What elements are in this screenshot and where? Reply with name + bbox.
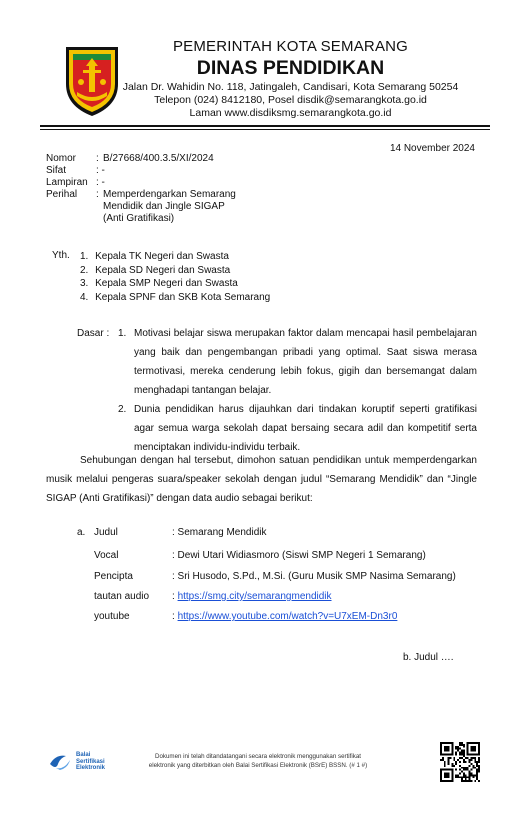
letter-date: 14 November 2024 [389,143,475,154]
lampiran-label: Lampiran [46,177,88,188]
recipient-list [80,250,270,305]
dasar-label: Dasar : [77,328,110,339]
recipient-item: 1. Kepala TK Negeri dan Swasta [80,251,229,262]
recipient-item: 2. Kepala SD Negeri dan Swasta [80,264,231,276]
dasar-item-2: Dunia pendidikan harus dijauhkan dari tindakan koruptif seperti gratifikasi agar semua warga sekolah dapat bersaing secara adil dan kompetitif serta menciptakan individu-individu terbaik. [134,404,477,453]
song-title-value: : Semarang Mendidik [172,527,267,538]
audio-row: : https://smg.city/semarangmendidik [172,591,332,602]
recipient-label: Yth. [52,250,70,261]
item-letter-a: a. [77,527,86,538]
vocal-label: Vocal [94,550,119,561]
nomor-colon: : [96,153,99,164]
header-rule [40,125,490,127]
sifat-value: : - [96,165,105,176]
composer-label: Pencipta [94,571,133,582]
audio-label: tautan audio [94,591,150,602]
agency-website: Laman www.disdiksmg.semarangkota.go.id [189,107,392,119]
recipient-item: 4. Kepala SPNF dan SKB Kota Semarang [80,292,271,304]
sifat-label: Sifat [46,165,67,176]
audio-link[interactable]: https://smg.city/semarangmendidik [177,591,332,602]
qr-code-icon [440,742,480,782]
esign-notice: Dokumen ini telah ditandatangani secara elektronik menggunakan sertifikat elektronik yang diterbitkan oleh Balai Sertifikasi Elektronik (BSrE) BSSN. (# 1 #) [148,753,368,769]
youtube-row: : https://www.youtube.com/watch?v=U7xEM-Dn3r0 [172,611,398,622]
continued-note: b. Judul …. [403,652,454,663]
gov-name: PEMERINTAH KOTA SEMARANG [172,38,409,55]
vocal-value: : Dewi Utari Widiasmoro (Siswi SMP Negeri 1 Semarang) [172,550,426,561]
agency-address: Jalan Dr. Wahidin No. 118, Jatingaleh, Candisari, Kota Semarang 50254 [122,81,459,93]
composer-value: : Sri Husodo, S.Pd., M.Si. (Guru Musik SMP Nasima Semarang) [172,571,456,582]
youtube-link[interactable]: https://www.youtube.com/watch?v=U7xEM-Dn3r0 [177,611,398,622]
nomor-label: Nomor [46,153,77,164]
perihal-line-1: Memperdengarkan Semarang [103,189,236,200]
song-title-label: Judul [94,527,118,538]
dasar-item-1: Motivasi belajar siswa merupakan faktor dalam mencapai hasil pembelajaran yang baik dan pengembangan pribadi yang optimal. Saat siswa merasa termotivasi, mereka cenderung lebih fokus, gigih dan bersemangat dalam menghadapi tantangan belajar. [134,328,477,396]
agency-phone: Telepon (024) 8412180, Posel disdik@semarangkota.go.id [154,94,427,106]
lampiran-value: : - [96,177,105,188]
perihal-colon: : [96,189,99,200]
agency-name: DINAS PENDIDIKAN [196,57,385,79]
youtube-label: youtube [94,611,130,622]
perihal-label: Perihal [46,189,78,200]
body-paragraph: Sehubungan dengan hal tersebut, dimohon satuan pendidikan untuk memperdengarkan musik melalui pengeras suara/speaker sekolah dengan judul “Semarang Mendidik” dan “Jingle SIGAP (Anti Gratifikasi)” dengan data audio sebagai berikut: [46,455,477,504]
bsre-logo-icon [48,752,74,772]
header-rule-thin [40,129,490,130]
perihal-line-3: (Anti Gratifikasi) [103,213,175,224]
nomor-value: B/27668/400.3.5/XI/2024 [103,153,214,164]
dasar-num-2: 2. [118,404,127,415]
dasar-num-1: 1. [118,328,127,339]
bsre-logo-text: Balai Sertifikasi Elektronik [76,752,106,772]
recipient-item: 3. Kepala SMP Negeri dan Swasta [80,278,238,290]
perihal-line-2: Mendidik dan Jingle SIGAP [103,201,225,212]
